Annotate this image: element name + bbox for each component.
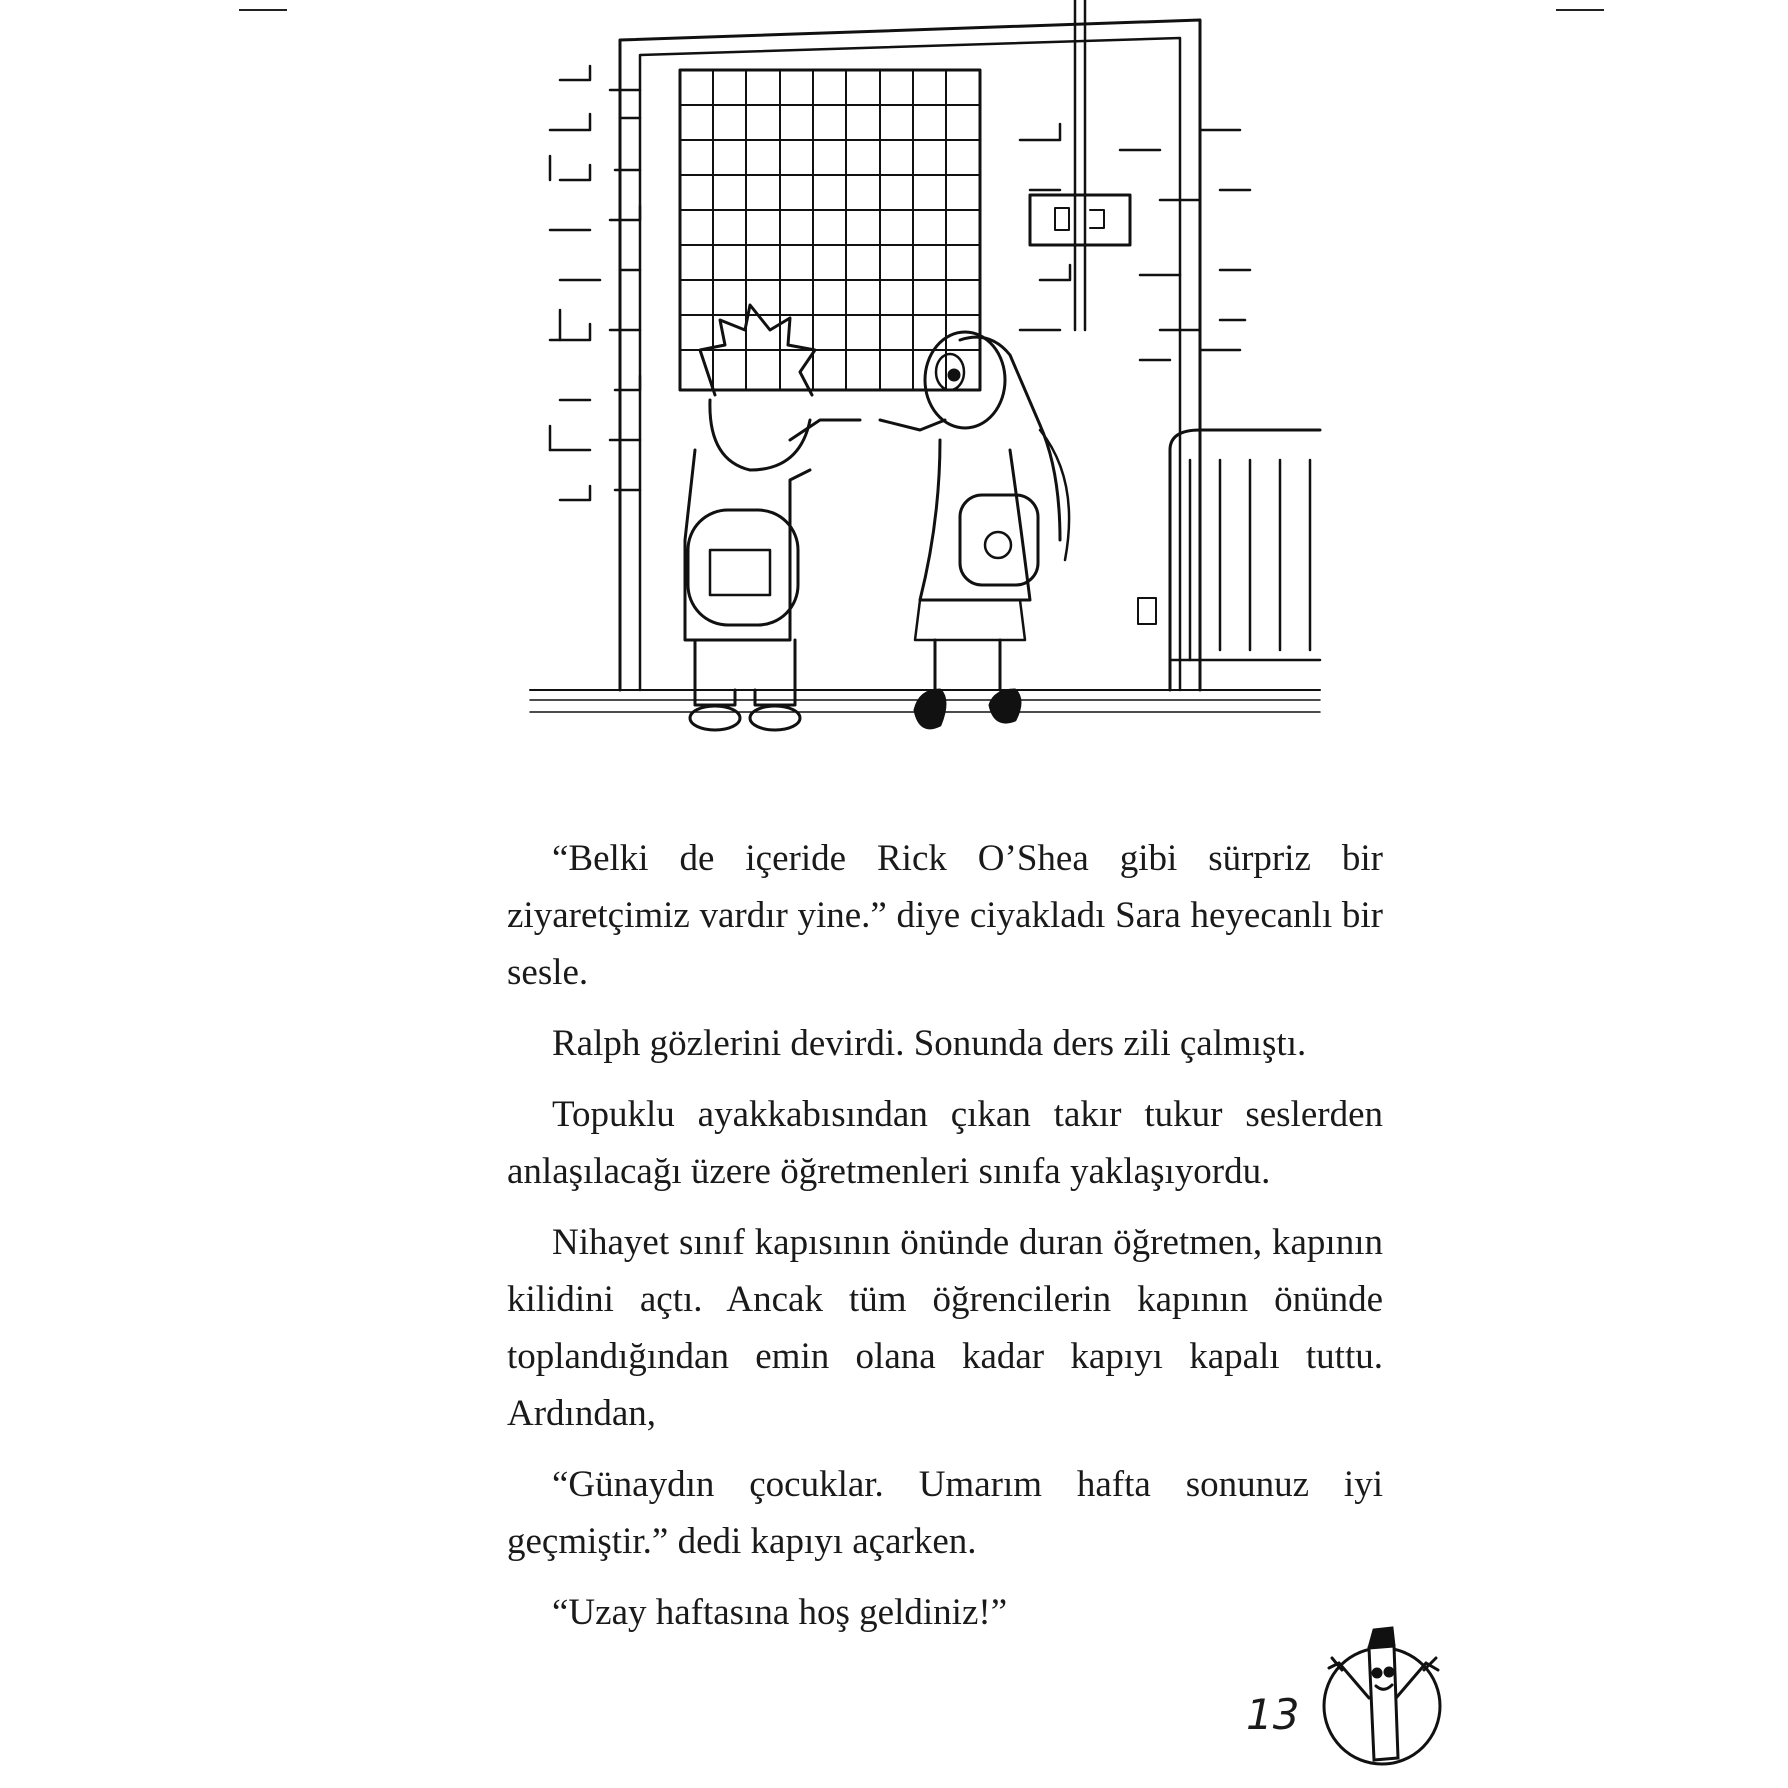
pencil-character-icon (1314, 1618, 1450, 1773)
page-number: 13 (1246, 1690, 1300, 1739)
crop-mark-left (239, 9, 287, 11)
paragraph-6: “Uzay haftasına hoş geldiniz!” (552, 1592, 1008, 1633)
crop-mark-right (1556, 9, 1604, 11)
body-text (507, 830, 1383, 1655)
illustration-children-at-classroom-door (520, 0, 1340, 760)
paragraph-4: Nihayet sınıf kapısının önünde duran öğretmen, kapının kilidini açtı. Ancak tüm öğrencilerin kapının önünde toplandığından emin olana kadar kapıyı kapalı tuttu. Ardından, (507, 1222, 1383, 1434)
paragraph-5: “Günaydın çocuklar. Umarım hafta sonunuz iyi geçmiştir.” dedi kapıyı açarken. (507, 1464, 1383, 1562)
paragraph-1: “Belki de içeride Rick O’Shea gibi sürpriz bir ziyaretçimiz vardır yine.” diye ciyakladı Sara heyecanlı bir sesle. (507, 838, 1383, 993)
paragraph-3: Topuklu ayakkabısından çıkan takır tukur seslerden anlaşılacağı üzere öğretmenleri sınıfa yaklaşıyordu. (507, 1094, 1383, 1192)
paragraph-2: Ralph gözlerini devirdi. Sonunda ders zili çalmıştı. (552, 1023, 1307, 1064)
